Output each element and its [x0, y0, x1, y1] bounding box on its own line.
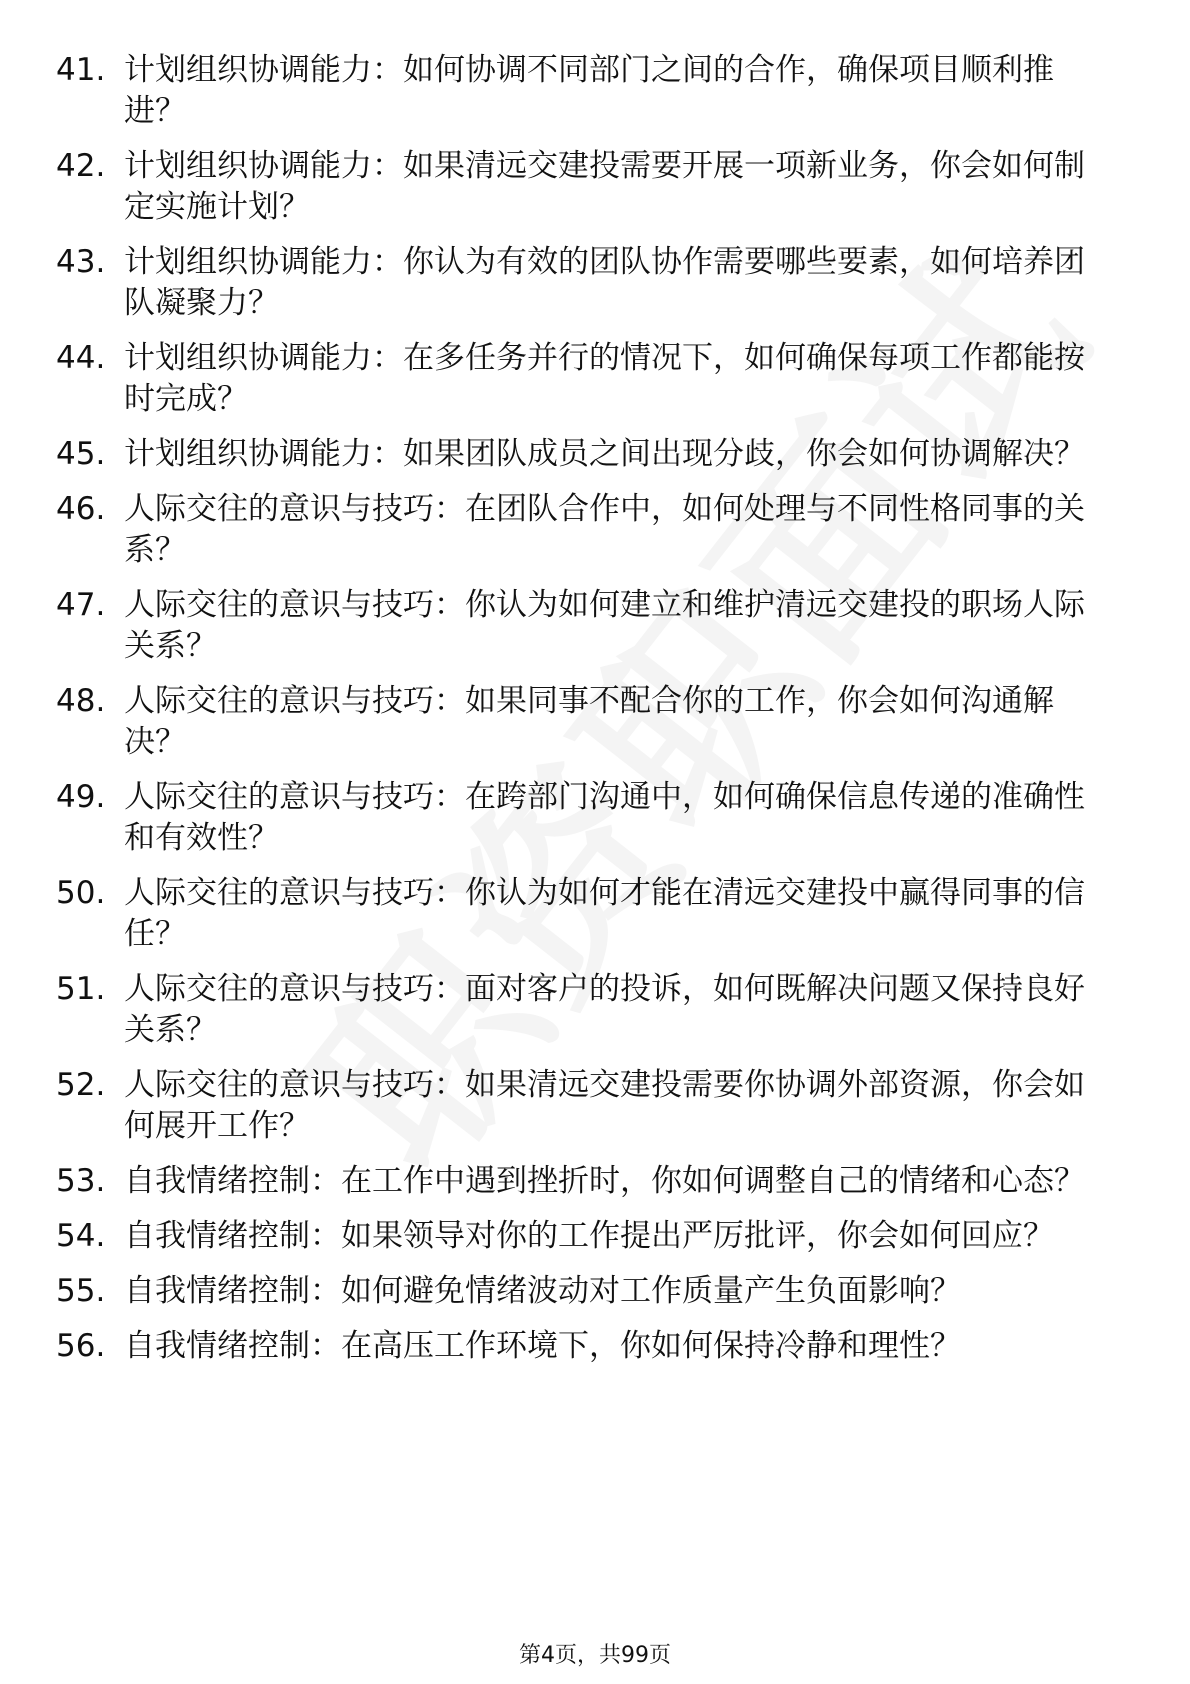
question-item — [0, 1326, 1190, 1367]
question-number: 42. — [56, 148, 106, 184]
question-text: 计划组织协调能力：如何协调不同部门之间的合作，确保项目顺利推进？ — [124, 52, 1054, 129]
question-text: 人际交往的意识与技巧：你认为如何建立和维护清远交建投的职场人际关系？ — [124, 587, 1085, 664]
question-text: 计划组织协调能力：在多任务并行的情况下，如何确保每项工作都能按时完成？ — [124, 340, 1085, 417]
question-text: 计划组织协调能力：你认为有效的团队协作需要哪些要素，如何培养团队凝聚力？ — [124, 244, 1085, 321]
question-number: 54. — [56, 1218, 106, 1254]
question-number: 43. — [56, 244, 106, 280]
question-text: 人际交往的意识与技巧：如果同事不配合你的工作，你会如何沟通解决？ — [124, 683, 1054, 760]
question-text: 计划组织协调能力：如果团队成员之间出现分歧，你会如何协调解决？ — [124, 436, 1085, 472]
question-item — [0, 681, 1190, 763]
question-item — [0, 777, 1190, 859]
question-number: 53. — [56, 1163, 106, 1199]
question-number: 44. — [56, 340, 106, 376]
question-text: 人际交往的意识与技巧：你认为如何才能在清远交建投中赢得同事的信任？ — [124, 875, 1085, 952]
question-text: 自我情绪控制：如何避免情绪波动对工作质量产生负面影响？ — [124, 1273, 961, 1309]
question-text: 自我情绪控制：在高压工作环境下，你如何保持冷静和理性？ — [124, 1328, 961, 1364]
question-number: 52. — [56, 1067, 106, 1103]
question-text: 人际交往的意识与技巧：如果清远交建投需要你协调外部资源，你会如何展开工作？ — [124, 1067, 1085, 1144]
question-item — [0, 338, 1190, 420]
question-number: 41. — [56, 52, 106, 88]
question-item — [0, 1161, 1190, 1202]
question-text: 自我情绪控制：如果领导对你的工作提出严厉批评，你会如何回应？ — [124, 1218, 1054, 1254]
question-text: 人际交往的意识与技巧：在团队合作中，如何处理与不同性格同事的关系？ — [124, 491, 1085, 568]
question-item — [0, 1271, 1190, 1312]
question-number: 56. — [56, 1328, 106, 1364]
question-item — [0, 489, 1190, 571]
question-list — [0, 50, 1190, 1381]
page-footer: 第4页，共99页 — [519, 1643, 671, 1668]
question-number: 45. — [56, 436, 106, 472]
question-number: 49. — [56, 779, 106, 815]
question-item — [0, 1216, 1190, 1257]
question-text: 计划组织协调能力：如果清远交建投需要开展一项新业务，你会如何制定实施计划？ — [124, 148, 1085, 225]
question-text: 自我情绪控制：在工作中遇到挫折时，你如何调整自己的情绪和心态？ — [124, 1163, 1085, 1199]
question-item — [0, 50, 1190, 132]
question-text: 人际交往的意识与技巧：在跨部门沟通中，如何确保信息传递的准确性和有效性？ — [124, 779, 1085, 856]
question-number: 48. — [56, 683, 106, 719]
question-item — [0, 585, 1190, 667]
question-number: 51. — [56, 971, 106, 1007]
question-number: 46. — [56, 491, 106, 527]
question-item — [0, 146, 1190, 228]
question-item — [0, 242, 1190, 324]
question-number: 47. — [56, 587, 106, 623]
question-item — [0, 873, 1190, 955]
question-number: 50. — [56, 875, 106, 911]
question-item — [0, 434, 1190, 475]
question-item — [0, 969, 1190, 1051]
question-text: 人际交往的意识与技巧：面对客户的投诉，如何既解决问题又保持良好关系？ — [124, 971, 1085, 1048]
question-item — [0, 1065, 1190, 1147]
question-number: 55. — [56, 1273, 106, 1309]
